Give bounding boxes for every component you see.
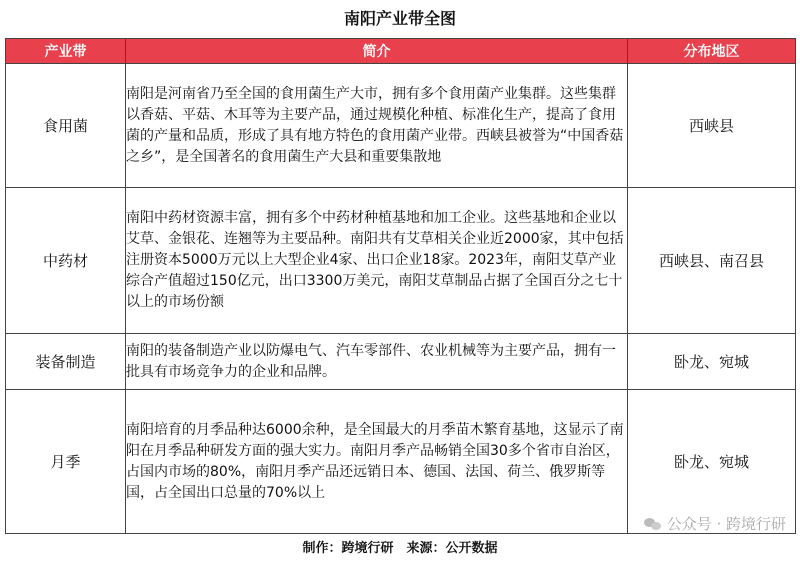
header-region: 分布地区 (628, 39, 796, 64)
industry-region: 西峡县 (628, 64, 796, 188)
wechat-icon (644, 517, 662, 531)
table-title: 南阳产业带全图 (343, 9, 456, 28)
industry-name: 中药材 (6, 188, 126, 334)
industry-description: 南阳培育的月季品种达6000余种，是全国最大的月季苗木繁育基地，这显示了南阳在月季品种研发方面的强大实力。南阳月季产品畅销全国30多个省市自治区，占国内市场的80%，南阳月季产品还远销日本、德国、法国、荷兰、俄罗斯等国，占全国出口总量的70%以上 (126, 390, 628, 534)
table-row (6, 64, 796, 188)
footer-credit: 制作：跨境行研 来源：公开数据 (302, 541, 498, 556)
industry-table (5, 38, 796, 534)
header-industry: 产业带 (6, 39, 126, 64)
table-row (6, 188, 796, 334)
industry-name: 月季 (6, 390, 126, 534)
header-description: 简介 (126, 39, 628, 64)
table-row (6, 390, 796, 534)
watermark (644, 513, 786, 534)
watermark-text: 公众号 · 跨境行研 (666, 515, 786, 533)
table-header-row (6, 39, 796, 64)
industry-description: 南阳的装备制造产业以防爆电气、汽车零部件、农业机械等为主要产品，拥有一批具有市场竞争力的企业和品牌。 (126, 334, 628, 390)
industry-description: 南阳中药材资源丰富，拥有多个中药材种植基地和加工企业。这些基地和企业以艾草、金银花、连翘等为主要品种。南阳共有艾草相关企业近2000家，其中包括注册资本5000万元以上大型企业4家、出口企业18家。2023年，南阳艾草产业综合产值超过150亿元，出口3300万美元，南阳艾草制品占据了全国百分之七十以上的市场份额 (126, 188, 628, 334)
table-row (6, 334, 796, 390)
industry-region: 卧龙、宛城 (628, 334, 796, 390)
industry-name: 食用菌 (6, 64, 126, 188)
industry-region: 西峡县、南召县 (628, 188, 796, 334)
industry-region: 卧龙、宛城 (628, 390, 796, 534)
industry-name: 装备制造 (6, 334, 126, 390)
industry-description: 南阳是河南省乃至全国的食用菌生产大市，拥有多个食用菌产业集群。这些集群以香菇、平菇、木耳等为主要产品，通过规模化种植、标准化生产，提高了食用菌的产量和品质，形成了具有地方特色的食用菌产业带。西峡县被誉为“中国香菇之乡”，是全国著名的食用菌生产大县和重要集散地 (126, 64, 628, 188)
